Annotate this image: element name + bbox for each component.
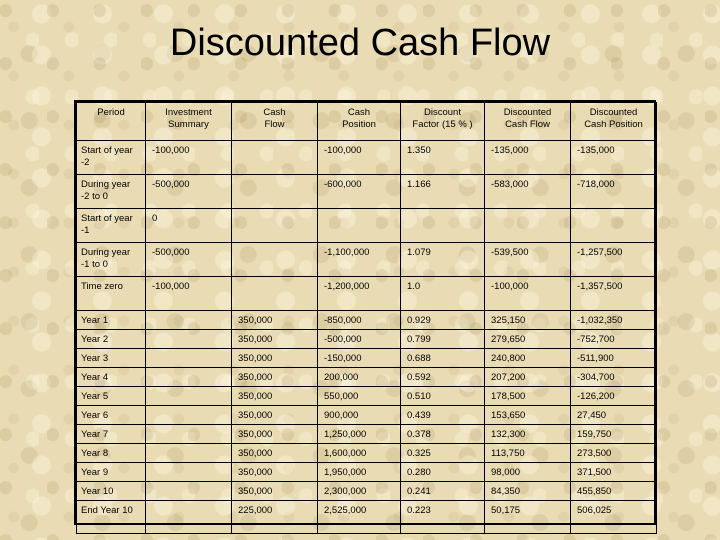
value-cell: 1,950,000 bbox=[318, 463, 401, 482]
value-cell: 1.0 bbox=[401, 277, 485, 311]
period-cell: Start of year -1 bbox=[77, 209, 146, 243]
period-cell: During year -2 to 0 bbox=[77, 175, 146, 209]
period-cell: Year 7 bbox=[77, 425, 146, 444]
table-row bbox=[77, 444, 657, 463]
value-cell: 159,750 bbox=[571, 425, 657, 444]
value-cell bbox=[146, 349, 232, 368]
value-cell: -1,200,000 bbox=[318, 277, 401, 311]
period-cell: Start of year -2 bbox=[77, 141, 146, 175]
value-cell: 325,150 bbox=[485, 311, 571, 330]
column-header: Cash Flow bbox=[232, 103, 318, 141]
value-cell: -135,000 bbox=[485, 141, 571, 175]
value-cell bbox=[401, 209, 485, 243]
table-row bbox=[77, 330, 657, 349]
value-cell: 350,000 bbox=[232, 425, 318, 444]
value-cell: 113,750 bbox=[485, 444, 571, 463]
value-cell bbox=[146, 444, 232, 463]
value-cell bbox=[146, 501, 232, 534]
value-cell: 455,850 bbox=[571, 482, 657, 501]
table-row bbox=[77, 209, 657, 243]
value-cell: 0.799 bbox=[401, 330, 485, 349]
period-cell: Time zero bbox=[77, 277, 146, 311]
table-row bbox=[77, 425, 657, 444]
value-cell: 2,525,000 bbox=[318, 501, 401, 534]
value-cell bbox=[146, 406, 232, 425]
period-cell: Year 6 bbox=[77, 406, 146, 425]
value-cell: 350,000 bbox=[232, 368, 318, 387]
table-row bbox=[77, 349, 657, 368]
value-cell: 350,000 bbox=[232, 444, 318, 463]
table-row bbox=[77, 243, 657, 277]
value-cell: -500,000 bbox=[146, 175, 232, 209]
value-cell: 550,000 bbox=[318, 387, 401, 406]
value-cell: 1,600,000 bbox=[318, 444, 401, 463]
value-cell: 50,175 bbox=[485, 501, 571, 534]
value-cell bbox=[232, 175, 318, 209]
column-header: Discount Factor (15 % ) bbox=[401, 103, 485, 141]
period-cell: Year 9 bbox=[77, 463, 146, 482]
table-row bbox=[77, 406, 657, 425]
value-cell: 0.325 bbox=[401, 444, 485, 463]
value-cell bbox=[571, 209, 657, 243]
value-cell: -850,000 bbox=[318, 311, 401, 330]
value-cell: 153,650 bbox=[485, 406, 571, 425]
value-cell: 98,000 bbox=[485, 463, 571, 482]
period-cell: Year 2 bbox=[77, 330, 146, 349]
value-cell: 350,000 bbox=[232, 330, 318, 349]
period-cell: Year 3 bbox=[77, 349, 146, 368]
value-cell: 273,500 bbox=[571, 444, 657, 463]
value-cell: 207,200 bbox=[485, 368, 571, 387]
period-cell: During year -1 to 0 bbox=[77, 243, 146, 277]
value-cell: 200,000 bbox=[318, 368, 401, 387]
value-cell: -100,000 bbox=[146, 141, 232, 175]
value-cell: 0 bbox=[146, 209, 232, 243]
value-cell: 0.510 bbox=[401, 387, 485, 406]
column-header: Cash Position bbox=[318, 103, 401, 141]
value-cell bbox=[232, 243, 318, 277]
column-header: Discounted Cash Flow bbox=[485, 103, 571, 141]
table-row bbox=[77, 311, 657, 330]
period-cell: Year 1 bbox=[77, 311, 146, 330]
value-cell: -100,000 bbox=[485, 277, 571, 311]
value-cell: 84,350 bbox=[485, 482, 571, 501]
value-cell: -135,000 bbox=[571, 141, 657, 175]
value-cell: -1,357,500 bbox=[571, 277, 657, 311]
value-cell: -600,000 bbox=[318, 175, 401, 209]
value-cell: 506,025 bbox=[571, 501, 657, 534]
table-row bbox=[77, 368, 657, 387]
value-cell: 279,650 bbox=[485, 330, 571, 349]
table-row bbox=[77, 501, 657, 534]
table-row bbox=[77, 277, 657, 311]
value-cell: 1,250,000 bbox=[318, 425, 401, 444]
value-cell: -500,000 bbox=[146, 243, 232, 277]
value-cell: -539,500 bbox=[485, 243, 571, 277]
value-cell: 350,000 bbox=[232, 463, 318, 482]
value-cell bbox=[146, 368, 232, 387]
page-title: Discounted Cash Flow bbox=[169, 22, 551, 64]
value-cell bbox=[232, 277, 318, 311]
value-cell: -1,032,350 bbox=[571, 311, 657, 330]
value-cell bbox=[146, 425, 232, 444]
period-cell: Year 8 bbox=[77, 444, 146, 463]
value-cell: 1.079 bbox=[401, 243, 485, 277]
value-cell: -100,000 bbox=[318, 141, 401, 175]
value-cell: 132,300 bbox=[485, 425, 571, 444]
dcf-table bbox=[76, 102, 657, 534]
value-cell bbox=[146, 330, 232, 349]
value-cell: 0.378 bbox=[401, 425, 485, 444]
value-cell: 2,300,000 bbox=[318, 482, 401, 501]
table-row bbox=[77, 141, 657, 175]
value-cell: 900,000 bbox=[318, 406, 401, 425]
value-cell bbox=[485, 209, 571, 243]
period-cell: Year 5 bbox=[77, 387, 146, 406]
value-cell: -1,100,000 bbox=[318, 243, 401, 277]
period-cell: End Year 10 bbox=[77, 501, 146, 534]
value-cell: 0.688 bbox=[401, 349, 485, 368]
table-row bbox=[77, 463, 657, 482]
period-cell: Year 4 bbox=[77, 368, 146, 387]
value-cell bbox=[146, 463, 232, 482]
value-cell: -511,900 bbox=[571, 349, 657, 368]
value-cell bbox=[146, 311, 232, 330]
value-cell: -500,000 bbox=[318, 330, 401, 349]
value-cell: 27,450 bbox=[571, 406, 657, 425]
value-cell: 350,000 bbox=[232, 406, 318, 425]
header-row bbox=[77, 103, 657, 141]
value-cell: -752,700 bbox=[571, 330, 657, 349]
column-header: Discounted Cash Position bbox=[571, 103, 657, 141]
value-cell: 1.166 bbox=[401, 175, 485, 209]
value-cell: 0.439 bbox=[401, 406, 485, 425]
table-row bbox=[77, 482, 657, 501]
value-cell: 0.223 bbox=[401, 501, 485, 534]
table-row bbox=[77, 387, 657, 406]
table-body bbox=[77, 141, 657, 534]
value-cell: -304,700 bbox=[571, 368, 657, 387]
value-cell: 371,500 bbox=[571, 463, 657, 482]
value-cell: 0.592 bbox=[401, 368, 485, 387]
period-cell: Year 10 bbox=[77, 482, 146, 501]
value-cell bbox=[318, 209, 401, 243]
table-row bbox=[77, 175, 657, 209]
value-cell: 350,000 bbox=[232, 387, 318, 406]
value-cell: 178,500 bbox=[485, 387, 571, 406]
value-cell: 0.241 bbox=[401, 482, 485, 501]
value-cell: 0.929 bbox=[401, 311, 485, 330]
value-cell: -100,000 bbox=[146, 277, 232, 311]
column-header: Investment Summary bbox=[146, 103, 232, 141]
value-cell: 350,000 bbox=[232, 349, 318, 368]
value-cell: 0.280 bbox=[401, 463, 485, 482]
value-cell: -1,257,500 bbox=[571, 243, 657, 277]
value-cell: -126,200 bbox=[571, 387, 657, 406]
value-cell: 240,800 bbox=[485, 349, 571, 368]
value-cell: 1.350 bbox=[401, 141, 485, 175]
value-cell bbox=[232, 209, 318, 243]
value-cell bbox=[146, 387, 232, 406]
value-cell bbox=[146, 482, 232, 501]
dcf-table-container bbox=[74, 100, 656, 525]
value-cell: 350,000 bbox=[232, 482, 318, 501]
value-cell: -150,000 bbox=[318, 349, 401, 368]
value-cell bbox=[232, 141, 318, 175]
value-cell: -718,000 bbox=[571, 175, 657, 209]
value-cell: 225,000 bbox=[232, 501, 318, 534]
column-header: Period bbox=[77, 103, 146, 141]
value-cell: 350,000 bbox=[232, 311, 318, 330]
value-cell: -583,000 bbox=[485, 175, 571, 209]
